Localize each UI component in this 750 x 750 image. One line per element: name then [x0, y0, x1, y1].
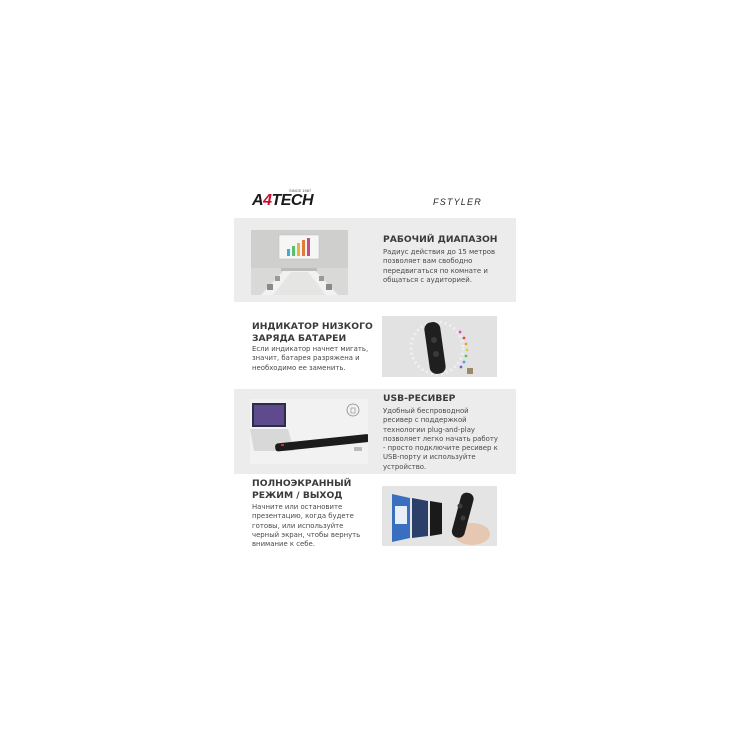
a4tech-wordmark: A4TECH [252, 192, 314, 209]
fstyler-wordmark: FSTYLER [433, 197, 482, 207]
feature-title-battery: ИНДИКАТОР НИЗКОГО ЗАРЯДА БАТАРЕИ [252, 321, 373, 344]
feature-title-usb: USB-РЕСИВЕР [383, 393, 456, 404]
a4tech-logo [252, 190, 312, 210]
battery-indicator-image [382, 316, 497, 377]
fstyler-logo [433, 195, 503, 207]
fstyler-logo-graphic [433, 196, 503, 208]
feature-title-range: РАБОЧИЙ ДИАПАЗОН [383, 234, 498, 245]
usb-receiver-image [250, 399, 368, 464]
a4tech-since-text: SINCE 1987 [289, 188, 312, 193]
feature-desc-range: Радиус действия до 15 метров позволяет вам свободно передвигаться по комнате и общаться с аудиторией. [383, 248, 496, 284]
conference-room-image [251, 230, 348, 295]
feature-desc-usb: Удобный беспроводной ресивер с поддержкой технологии plug-and-play позволяет легко начать работу - просто подключите ресивер к USB-порту и используйте устройство. [383, 407, 498, 471]
fullscreen-mode-image [382, 486, 497, 546]
feature-desc-fullscreen: Начните или остановите презентацию, когда будете готовы, или используйте черный экран, чтобы вернуть внимание к себе. [252, 503, 361, 549]
feature-desc-battery: Если индикатор начнет мигать, значит, батарея разряжена и необходимо ее заменить. [252, 345, 369, 372]
feature-title-fullscreen: ПОЛНОЭКРАННЫЙ РЕЖИМ / ВЫХОД [252, 478, 352, 501]
